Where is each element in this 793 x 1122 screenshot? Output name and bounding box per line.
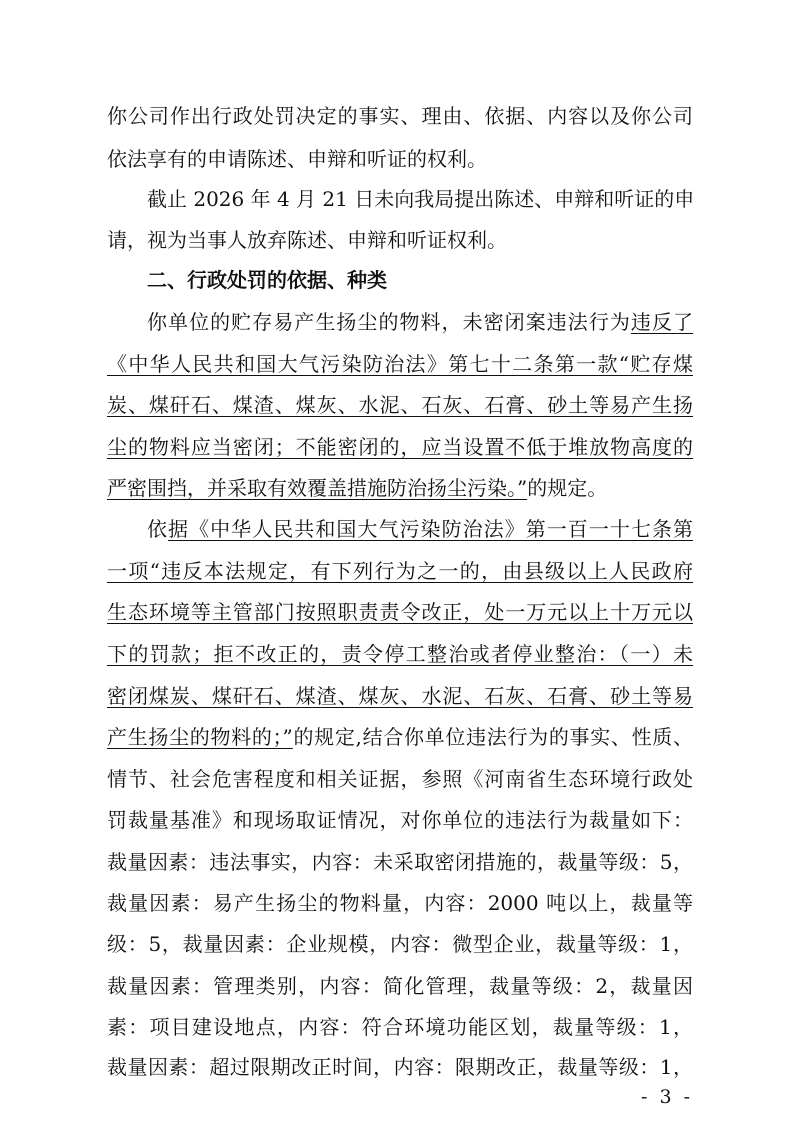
text-span: 的规定,结合你单位违法行为的事实、性质、 (292, 725, 694, 749)
underlined-line: 密闭煤炭、煤矸石、煤渣、煤灰、水泥、石灰、石膏、砂土等易 (107, 684, 693, 708)
text-line: 情节、社会危害程度和相关证据，参照《河南省生态环境行政处 (107, 767, 693, 791)
text-line: 请，视为当事人放弃陈述、申辩和听证权利。 (107, 228, 507, 252)
underlined-line: 炭、煤矸石、煤渣、煤灰、水泥、石灰、石膏、砂土等易产生扬 (107, 393, 693, 417)
text-span: 你单位的贮存易产生扬尘的物料，未密闭案违法行为 (147, 310, 631, 334)
section-heading: 二、行政处罚的依据、种类 (147, 268, 387, 292)
text-line (107, 725, 693, 751)
text-line (107, 476, 693, 502)
text-span: 依 (147, 517, 169, 541)
text-line: 截止 2026 年 4 月 21 日未向我局提出陈述、申辩和听证的申 (147, 187, 695, 211)
underlined-text: 违反了 (630, 310, 694, 334)
page-number: - 3 - (640, 1086, 693, 1108)
underlined-line: 《中华人民共和国大气污染防治法》第七十二条第一款“贮存煤 (107, 352, 693, 376)
text-span: 的规定。 (527, 476, 608, 500)
underlined-line: 下的罚款；拒不改正的，责令停工整治或者停业整治：（一）未 (107, 642, 693, 666)
text-line (147, 517, 693, 543)
underlined-text: 严密围挡，并采取有效覆盖措施防治扬尘污染。” (107, 476, 528, 500)
text-line (147, 310, 693, 336)
text-line: 素：项目建设地点，内容：符合环境功能区划，裁量等级：1， (107, 1015, 693, 1039)
underlined-line: 生态环境等主管部门按照职责责令改正，处一万元以上十万元以 (107, 600, 693, 624)
text-line: 裁量因素：管理类别，内容：简化管理，裁量等级：2，裁量因 (107, 974, 693, 998)
underlined-line: 一项“违反本法规定，有下列行为之一的，由县级以上人民政府 (107, 559, 693, 583)
text-line: 你公司作出行政处罚决定的事实、理由、依据、内容以及你公司 (107, 104, 693, 128)
underlined-line: 尘的物料应当密闭；不能密闭的，应当设置不低于堆放物高度的 (107, 435, 693, 459)
underlined-text: 产生扬尘的物料的；” (107, 725, 293, 749)
text-line: 裁量因素：易产生扬尘的物料量，内容：2000 吨以上，裁量等 (107, 891, 693, 915)
underlined-text: 据《中华人民共和国大气污染防治法》第一百一十七条第 (168, 517, 694, 541)
text-line: 裁量因素：违法事实，内容：未采取密闭措施的，裁量等级：5， (107, 850, 693, 874)
text-line: 罚裁量基准》和现场取证情况，对你单位的违法行为裁量如下： (107, 808, 693, 832)
text-line: 裁量因素：超过限期改正时间，内容：限期改正，裁量等级：1， (107, 1055, 693, 1079)
text-line: 依法享有的申请陈述、申辩和听证的权利。 (107, 147, 487, 171)
text-line: 级：5，裁量因素：企业规模，内容：微型企业，裁量等级：1， (107, 932, 693, 956)
